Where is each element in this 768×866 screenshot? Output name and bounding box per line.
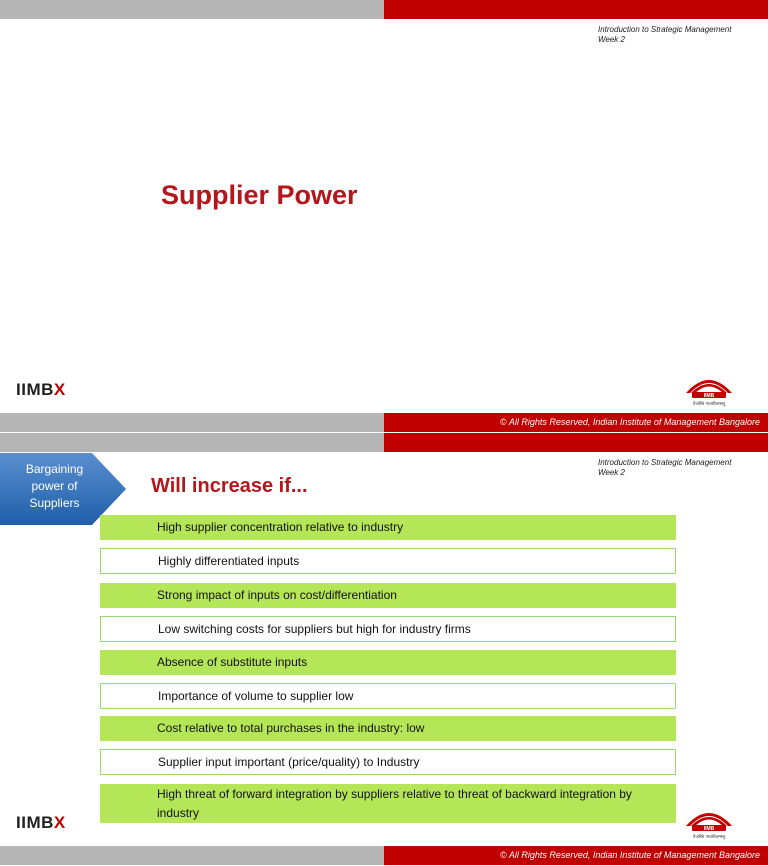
condition-item: Importance of volume to supplier low <box>100 683 676 709</box>
top-bar <box>0 0 768 19</box>
top-bar <box>0 433 768 452</box>
iimb-emblem-icon <box>682 371 736 407</box>
course-title: Introduction to Strategic Management <box>598 25 732 34</box>
course-title: Introduction to Strategic Management <box>598 458 732 467</box>
svg-text:IIMB: IIMB <box>703 393 715 399</box>
condition-item: Strong impact of inputs on cost/differentiation <box>100 583 676 608</box>
course-label <box>598 25 731 45</box>
footer-bar <box>0 846 768 865</box>
iimbx-logo: IIMBX <box>16 380 66 399</box>
condition-item: Absence of substitute inputs <box>100 650 676 675</box>
svg-text:तेजस्वि नावधीतमस्तु: तेजस्वि नावधीतमस्तु <box>692 835 726 840</box>
copyright-text: © All Rights Reserved, Indian Institute of Management Bangalore <box>500 850 760 860</box>
condition-item: Low switching costs for suppliers but high for industry firms <box>100 616 676 642</box>
svg-text:IIMB: IIMB <box>703 826 715 832</box>
slide-2 <box>0 433 768 866</box>
condition-item: High threat of forward integration by suppliers relative to threat of backward integration by industry <box>100 784 676 823</box>
iimbx-logo: IIMBX <box>16 813 66 832</box>
course-label <box>598 458 731 478</box>
slide-title: Supplier Power <box>161 180 358 210</box>
svg-text:तेजस्वि नावधीतमस्तु: तेजस्वि नावधीतमस्तु <box>692 402 726 407</box>
iimb-emblem-icon <box>682 804 736 840</box>
chevron-label: Bargaining power of Suppliers <box>25 462 84 510</box>
copyright-text: © All Rights Reserved, Indian Institute of Management Bangalore <box>500 417 760 427</box>
course-week: Week 2 <box>598 468 625 477</box>
course-week: Week 2 <box>598 35 625 44</box>
condition-item: Cost relative to total purchases in the industry: low <box>100 716 676 741</box>
condition-item: Supplier input important (price/quality) to Industry <box>100 749 676 775</box>
slide-title: Will increase if... <box>151 475 308 497</box>
condition-item: Highly differentiated inputs <box>100 548 676 574</box>
condition-item: High supplier concentration relative to industry <box>100 515 676 540</box>
footer-bar <box>0 413 768 432</box>
